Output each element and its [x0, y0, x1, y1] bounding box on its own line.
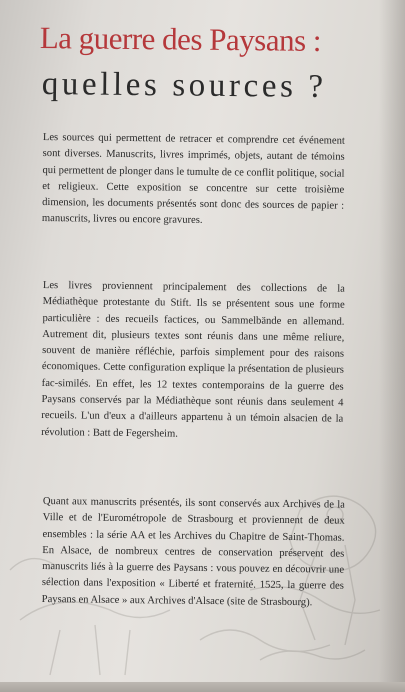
title-line-2: quelles sources ?: [41, 66, 327, 105]
paragraph-books: Les livres proviennent principalement des collections de la Médiathèque protestante du Stift. Ils se présentent sous une forme particulière : des recueils factices, ou Sammelbände en allemand. Autrement dit, plusieurs textes sont réunis dans une même reliure, souvent de manière réfléchie, parfois simplement pour des raisons économiques. Cette configuration explique la présentation de plusieurs fac-similés. En effet, les 12 textes contemporains de la guerre des Paysans conservés par la Médiathèque sont réunis dans seulement 4 recueils. L'un d'eux a d'ailleurs appartenu à un témoin alsacien de la révolution : Batt de Fegersheim.: [41, 279, 345, 440]
floor-edge: [0, 682, 405, 692]
panel-edge-shadow: [379, 0, 405, 692]
title-line-1: La guerre des Paysans :: [39, 20, 322, 58]
paragraph-manuscripts: Quant aux manuscrits présentés, ils sont conservés aux Archives de la Ville et de l'Eurométropole de Strasbourg et proviennent de deux ensembles : la série AA et les Archives du Chapitre de Saint-Thomas. En Alsace, de nombreux centres de conservation préservent des manuscrits liés à la guerre des Paysans : vous pouvez en découvrir une sélection dans l'exposition « Liberté et fraternité. 1525, la guerre des Paysans en Alsace » aux Archives d'Alsace (site de Strasbourg).: [41, 495, 345, 609]
paragraph-sources: Les sources qui permettent de retracer et comprendre cet événement sont diverses. Manuscrits, livres imprimés, objets, autant de témoins qui permettent de plonger dans le tumulte de ce conflit politique, social et religieux. Cette exposition se concentre sur cette troisième dimension, les documents présentés sont donc des sources de papier : manuscrits, livres ou encore gravures.: [41, 131, 345, 227]
